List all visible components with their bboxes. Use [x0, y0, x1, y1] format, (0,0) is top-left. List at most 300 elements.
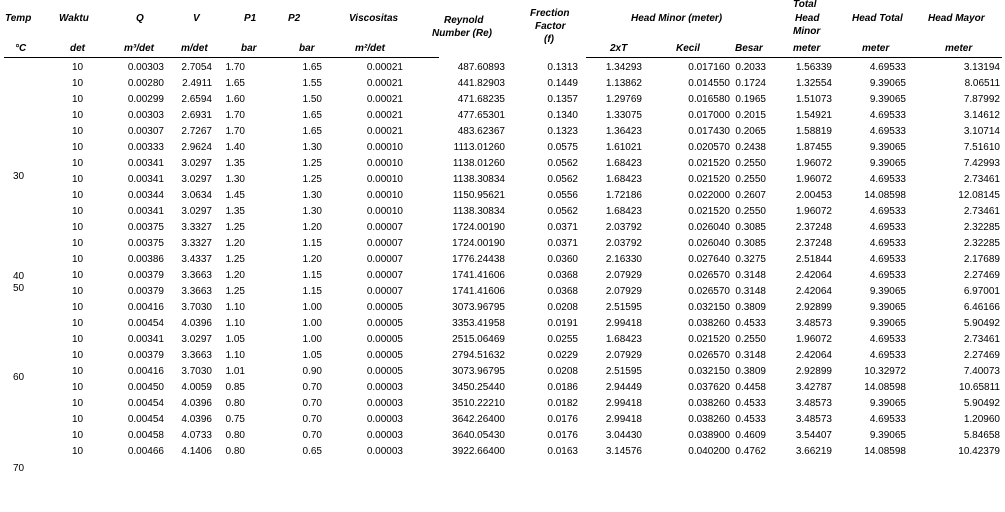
temp-group-label: 60 [13, 372, 25, 383]
cell-friction: 0.0163 [547, 445, 578, 457]
cell-p1: 1.10 [225, 349, 245, 361]
cell-viscositas: 0.00005 [366, 301, 403, 313]
cell-total-head-minor: 1.96072 [795, 333, 832, 345]
cell-total-head-minor: 2.37248 [795, 221, 832, 233]
cell-v: 2.4911 [182, 77, 212, 89]
cell-head-mayor: 7.42993 [963, 157, 1000, 169]
cell-waktu: 10 [72, 333, 84, 345]
cell-kecil: 0.021520 [688, 157, 730, 169]
cell-head-mayor: 2.73461 [963, 333, 1000, 345]
cell-kecil: 0.040200 [688, 445, 730, 457]
cell-q: 0.00379 [127, 269, 164, 281]
cell-total-head-minor: 2.92899 [795, 301, 832, 313]
cell-p1: 1.35 [225, 205, 245, 217]
unit-temp: °C [15, 43, 27, 54]
cell-head-total: 4.69533 [869, 237, 906, 249]
cell-2xt: 1.33075 [605, 109, 642, 121]
cell-kecil: 0.027640 [688, 253, 730, 265]
unit-head-mayor: meter [945, 43, 973, 54]
cell-q: 0.00341 [127, 173, 164, 185]
cell-total-head-minor: 2.92899 [795, 365, 832, 377]
cell-2xt: 2.16330 [605, 253, 642, 265]
cell-friction: 0.1357 [547, 93, 578, 105]
cell-friction: 0.0191 [547, 317, 578, 329]
cell-total-head-minor: 2.42064 [795, 349, 832, 361]
unit-total-head-minor: meter [793, 43, 821, 54]
cell-total-head-minor: 3.48573 [795, 397, 832, 409]
cell-besar: 0.4533 [735, 317, 766, 329]
cell-head-total: 4.69533 [869, 173, 906, 185]
cell-besar: 0.1965 [735, 93, 766, 105]
unit-p2: bar [299, 43, 315, 54]
cell-head-total: 9.39065 [869, 141, 906, 153]
cell-head-total: 14.08598 [864, 381, 906, 393]
cell-2xt: 1.68423 [605, 333, 642, 345]
cell-kecil: 0.026040 [688, 221, 730, 233]
cell-waktu: 10 [72, 397, 84, 409]
cell-q: 0.00341 [127, 157, 164, 169]
header-head-minor: Head Minor (meter) [631, 13, 723, 24]
cell-kecil: 0.026570 [688, 269, 730, 281]
cell-2xt: 2.03792 [605, 237, 642, 249]
cell-reynold: 2515.06469 [452, 333, 505, 345]
cell-v: 3.3327 [181, 221, 212, 233]
cell-p1: 1.45 [225, 189, 245, 201]
cell-head-mayor: 5.90492 [963, 397, 1000, 409]
cell-besar: 0.3148 [735, 349, 766, 361]
cell-viscositas: 0.00021 [366, 93, 403, 105]
cell-waktu: 10 [72, 365, 84, 377]
cell-2xt: 1.29769 [605, 93, 642, 105]
cell-p2: 1.25 [302, 173, 322, 185]
cell-v: 4.0396 [181, 413, 212, 425]
cell-2xt: 2.99418 [605, 413, 642, 425]
cell-v: 4.1406 [181, 445, 212, 457]
cell-p1: 1.70 [225, 109, 245, 121]
header-friction-line1: Frection [530, 8, 570, 19]
cell-head-total: 4.69533 [869, 253, 906, 265]
cell-q: 0.00454 [127, 317, 164, 329]
cell-p1: 0.80 [225, 429, 245, 441]
cell-viscositas: 0.00003 [366, 413, 403, 425]
cell-waktu: 10 [72, 109, 84, 121]
cell-head-total: 4.69533 [869, 125, 906, 137]
cell-v: 3.4337 [181, 253, 212, 265]
cell-head-total: 4.69533 [869, 349, 906, 361]
cell-viscositas: 0.00010 [366, 173, 403, 185]
cell-kecil: 0.017430 [688, 125, 730, 137]
cell-p1: 0.80 [225, 445, 245, 457]
cell-v: 4.0059 [181, 381, 212, 393]
cell-viscositas: 0.00007 [366, 237, 403, 249]
cell-kecil: 0.038260 [688, 413, 730, 425]
cell-head-mayor: 3.13194 [963, 61, 1000, 73]
cell-besar: 0.2607 [735, 189, 766, 201]
cell-head-mayor: 3.14612 [963, 109, 1000, 121]
cell-q: 0.00375 [127, 221, 164, 233]
cell-head-total: 10.32972 [864, 365, 906, 377]
cell-friction: 0.0176 [547, 429, 578, 441]
cell-reynold: 477.65301 [457, 109, 505, 121]
cell-besar: 0.2015 [735, 109, 766, 121]
cell-q: 0.00341 [127, 333, 164, 345]
cell-p2: 0.65 [302, 445, 322, 457]
cell-p2: 1.25 [302, 157, 322, 169]
cell-friction: 0.1313 [547, 61, 578, 73]
cell-viscositas: 0.00021 [366, 77, 403, 89]
cell-reynold: 441.82903 [457, 77, 505, 89]
cell-head-mayor: 2.73461 [963, 205, 1000, 217]
cell-reynold: 1138.30834 [452, 173, 505, 185]
unit-q: m³/det [124, 43, 154, 54]
cell-besar: 0.3085 [735, 237, 766, 249]
cell-waktu: 10 [72, 445, 84, 457]
cell-besar: 0.4533 [735, 397, 766, 409]
cell-2xt: 2.51595 [605, 365, 642, 377]
cell-head-total: 9.39065 [869, 317, 906, 329]
cell-head-total: 4.69533 [869, 221, 906, 233]
cell-viscositas: 0.00007 [366, 221, 403, 233]
cell-viscositas: 0.00021 [366, 61, 403, 73]
cell-viscositas: 0.00007 [366, 269, 403, 281]
unit-head-total: meter [862, 43, 890, 54]
cell-waktu: 10 [72, 77, 84, 89]
cell-friction: 0.0371 [547, 221, 578, 233]
cell-reynold: 1741.41606 [452, 285, 505, 297]
cell-p2: 1.30 [302, 141, 322, 153]
cell-p2: 1.65 [302, 125, 322, 137]
cell-friction: 0.1340 [547, 109, 578, 121]
cell-kecil: 0.038260 [688, 397, 730, 409]
cell-besar: 0.4762 [735, 445, 766, 457]
cell-v: 2.7054 [181, 61, 212, 73]
cell-head-total: 4.69533 [869, 205, 906, 217]
cell-q: 0.00454 [127, 413, 164, 425]
cell-total-head-minor: 1.58819 [795, 125, 832, 137]
cell-besar: 0.4458 [735, 381, 766, 393]
temp-group-label: 70 [13, 463, 25, 474]
cell-friction: 0.0556 [547, 189, 578, 201]
cell-kecil: 0.021520 [688, 205, 730, 217]
cell-reynold: 3073.96795 [452, 365, 505, 377]
cell-head-total: 4.69533 [869, 109, 906, 121]
header-underline [586, 57, 1002, 58]
header-total-head-line1: Total [793, 0, 817, 10]
cell-total-head-minor: 2.42064 [795, 285, 832, 297]
cell-besar: 0.1724 [735, 77, 766, 89]
cell-total-head-minor: 2.42064 [795, 269, 832, 281]
cell-head-total: 4.69533 [869, 333, 906, 345]
header-p2: P2 [288, 13, 301, 24]
cell-besar: 0.3085 [735, 221, 766, 233]
cell-total-head-minor: 1.87455 [795, 141, 832, 153]
cell-head-mayor: 2.27469 [963, 349, 1000, 361]
cell-head-mayor: 7.51610 [963, 141, 1000, 153]
cell-p2: 0.70 [302, 413, 322, 425]
cell-viscositas: 0.00005 [366, 317, 403, 329]
cell-waktu: 10 [72, 301, 84, 313]
cell-v: 3.7030 [181, 301, 212, 313]
header-head-total: Head Total [852, 13, 903, 24]
cell-head-mayor: 5.90492 [963, 317, 1000, 329]
cell-kecil: 0.021520 [688, 173, 730, 185]
cell-q: 0.00344 [127, 189, 164, 201]
cell-head-total: 9.39065 [869, 429, 906, 441]
cell-head-mayor: 2.32285 [963, 221, 1000, 233]
cell-q: 0.00333 [127, 141, 164, 153]
cell-v: 3.3663 [181, 285, 212, 297]
cell-viscositas: 0.00007 [366, 285, 403, 297]
cell-total-head-minor: 3.54407 [795, 429, 832, 441]
header-p1: P1 [244, 13, 257, 24]
cell-head-total: 14.08598 [864, 189, 906, 201]
cell-reynold: 1724.00190 [452, 237, 505, 249]
cell-total-head-minor: 1.51073 [795, 93, 832, 105]
cell-v: 3.3663 [181, 349, 212, 361]
cell-viscositas: 0.00010 [366, 189, 403, 201]
cell-2xt: 1.36423 [605, 125, 642, 137]
cell-friction: 0.0186 [547, 381, 578, 393]
unit-besar: Besar [735, 43, 763, 54]
cell-p2: 0.90 [302, 365, 322, 377]
cell-kecil: 0.017000 [688, 109, 730, 121]
cell-waktu: 10 [72, 61, 84, 73]
cell-reynold: 483.62367 [457, 125, 505, 137]
cell-kecil: 0.032150 [688, 301, 730, 313]
cell-total-head-minor: 2.51844 [795, 253, 832, 265]
cell-waktu: 10 [72, 253, 84, 265]
cell-p1: 0.75 [225, 413, 245, 425]
cell-q: 0.00416 [127, 301, 164, 313]
cell-p1: 1.25 [225, 253, 245, 265]
cell-q: 0.00379 [127, 349, 164, 361]
cell-total-head-minor: 3.48573 [795, 413, 832, 425]
cell-reynold: 1113.01260 [453, 141, 505, 153]
cell-p2: 1.15 [302, 237, 322, 249]
cell-kecil: 0.022000 [688, 189, 730, 201]
cell-friction: 0.0368 [547, 269, 578, 281]
cell-waktu: 10 [72, 429, 84, 441]
cell-reynold: 3640.05430 [452, 429, 505, 441]
cell-viscositas: 0.00003 [366, 429, 403, 441]
cell-p2: 1.05 [302, 349, 322, 361]
unit-kecil: Kecil [676, 43, 700, 54]
cell-v: 4.0733 [181, 429, 212, 441]
cell-waktu: 10 [72, 317, 84, 329]
cell-total-head-minor: 1.56339 [795, 61, 832, 73]
header-total-head-line2: Head [795, 13, 820, 24]
cell-2xt: 2.03792 [605, 221, 642, 233]
cell-p2: 1.00 [302, 317, 322, 329]
cell-besar: 0.2550 [735, 205, 766, 217]
cell-total-head-minor: 1.54921 [795, 109, 832, 121]
cell-p2: 0.70 [302, 397, 322, 409]
cell-kecil: 0.016580 [688, 93, 730, 105]
cell-v: 3.0634 [181, 189, 212, 201]
cell-q: 0.00375 [127, 237, 164, 249]
cell-v: 2.7267 [181, 125, 212, 137]
cell-besar: 0.3809 [735, 301, 766, 313]
cell-p1: 1.20 [225, 237, 245, 249]
cell-waktu: 10 [72, 221, 84, 233]
cell-waktu: 10 [72, 93, 84, 105]
cell-total-head-minor: 1.96072 [795, 173, 832, 185]
cell-viscositas: 0.00005 [366, 349, 403, 361]
cell-2xt: 2.07929 [605, 349, 642, 361]
cell-viscositas: 0.00003 [366, 445, 403, 457]
cell-p2: 1.55 [302, 77, 322, 89]
cell-2xt: 1.68423 [605, 205, 642, 217]
cell-head-mayor: 2.27469 [963, 269, 1000, 281]
cell-p2: 1.00 [302, 301, 322, 313]
cell-waktu: 10 [72, 237, 84, 249]
cell-reynold: 1741.41606 [452, 269, 505, 281]
cell-head-total: 9.39065 [869, 285, 906, 297]
cell-besar: 0.2033 [735, 61, 766, 73]
cell-total-head-minor: 3.66219 [795, 445, 832, 457]
cell-p2: 1.15 [302, 269, 322, 281]
cell-friction: 0.0371 [547, 237, 578, 249]
cell-head-mayor: 6.97001 [963, 285, 1000, 297]
cell-viscositas: 0.00005 [366, 365, 403, 377]
cell-v: 2.6931 [181, 109, 212, 121]
cell-total-head-minor: 1.32554 [795, 77, 832, 89]
cell-v: 4.0396 [181, 317, 212, 329]
cell-2xt: 2.99418 [605, 397, 642, 409]
cell-friction: 0.1323 [547, 125, 578, 137]
cell-total-head-minor: 2.00453 [795, 189, 832, 201]
cell-p1: 1.65 [225, 77, 245, 89]
cell-p2: 1.30 [302, 205, 322, 217]
cell-head-total: 4.69533 [869, 413, 906, 425]
cell-reynold: 3510.22210 [452, 397, 505, 409]
cell-q: 0.00454 [127, 397, 164, 409]
cell-viscositas: 0.00021 [366, 125, 403, 137]
cell-head-mayor: 6.46166 [963, 301, 1000, 313]
cell-q: 0.00416 [127, 365, 164, 377]
cell-viscositas: 0.00003 [366, 397, 403, 409]
cell-friction: 0.0208 [547, 301, 578, 313]
cell-friction: 0.0575 [547, 141, 578, 153]
temp-group-label: 30 [13, 171, 25, 182]
cell-kecil: 0.038260 [688, 317, 730, 329]
header-waktu: Waktu [59, 13, 89, 24]
unit-2xt: 2xT [610, 43, 628, 54]
cell-waktu: 10 [72, 141, 84, 153]
cell-p1: 1.40 [225, 141, 245, 153]
cell-head-mayor: 12.08145 [958, 189, 1000, 201]
cell-viscositas: 0.00010 [366, 205, 403, 217]
cell-p2: 0.70 [302, 381, 322, 393]
cell-besar: 0.2550 [735, 333, 766, 345]
cell-head-mayor: 2.32285 [963, 237, 1000, 249]
cell-waktu: 10 [72, 125, 84, 137]
cell-p2: 1.50 [302, 93, 322, 105]
cell-p1: 1.35 [225, 157, 245, 169]
cell-q: 0.00458 [127, 429, 164, 441]
cell-reynold: 1724.00190 [452, 221, 505, 233]
cell-friction: 0.0360 [547, 253, 578, 265]
unit-v: m/det [181, 43, 208, 54]
cell-head-mayor: 10.42379 [958, 445, 1000, 457]
cell-p1: 1.30 [225, 173, 245, 185]
cell-friction: 0.0208 [547, 365, 578, 377]
cell-v: 3.0297 [181, 205, 212, 217]
header-reynold-line1: Reynold [444, 15, 484, 26]
cell-kecil: 0.026040 [688, 237, 730, 249]
cell-2xt: 2.99418 [605, 317, 642, 329]
cell-q: 0.00379 [127, 285, 164, 297]
cell-2xt: 1.13862 [605, 77, 642, 89]
cell-total-head-minor: 2.37248 [795, 237, 832, 249]
cell-p1: 1.70 [225, 61, 245, 73]
cell-besar: 0.3809 [735, 365, 766, 377]
cell-besar: 0.3148 [735, 285, 766, 297]
cell-v: 2.9624 [181, 141, 212, 153]
cell-head-mayor: 2.73461 [963, 173, 1000, 185]
cell-v: 3.0297 [181, 333, 212, 345]
header-total-head-line3: Minor [793, 26, 821, 37]
cell-head-total: 9.39065 [869, 93, 906, 105]
cell-2xt: 1.68423 [605, 157, 642, 169]
cell-reynold: 2794.51632 [452, 349, 505, 361]
unit-p1: bar [241, 43, 257, 54]
cell-waktu: 10 [72, 157, 84, 169]
cell-waktu: 10 [72, 413, 84, 425]
cell-head-total: 14.08598 [864, 445, 906, 457]
header-head-mayor: Head Mayor [928, 13, 985, 24]
cell-besar: 0.2550 [735, 173, 766, 185]
cell-reynold: 3922.66400 [452, 445, 505, 457]
cell-p1: 0.85 [225, 381, 245, 393]
cell-v: 3.0297 [181, 157, 212, 169]
cell-q: 0.00303 [127, 109, 164, 121]
cell-reynold: 3642.26400 [452, 413, 505, 425]
cell-reynold: 1138.30834 [452, 205, 505, 217]
cell-total-head-minor: 3.48573 [795, 317, 832, 329]
cell-2xt: 1.34293 [605, 61, 642, 73]
cell-besar: 0.4533 [735, 413, 766, 425]
cell-total-head-minor: 1.96072 [795, 157, 832, 169]
cell-viscositas: 0.00010 [366, 157, 403, 169]
cell-head-mayor: 5.84658 [963, 429, 1000, 441]
cell-friction: 0.0562 [547, 157, 578, 169]
cell-reynold: 471.68235 [457, 93, 505, 105]
cell-2xt: 2.07929 [605, 285, 642, 297]
cell-kecil: 0.038900 [688, 429, 730, 441]
cell-p1: 1.60 [225, 93, 245, 105]
cell-kecil: 0.017160 [688, 61, 730, 73]
cell-p1: 1.10 [225, 317, 245, 329]
cell-v: 3.3663 [181, 269, 212, 281]
cell-p1: 0.80 [225, 397, 245, 409]
cell-friction: 0.0182 [547, 397, 578, 409]
cell-kecil: 0.037620 [688, 381, 730, 393]
cell-besar: 0.2438 [735, 141, 766, 153]
cell-friction: 0.0176 [547, 413, 578, 425]
cell-reynold: 1150.95621 [452, 189, 505, 201]
cell-viscositas: 0.00007 [366, 253, 403, 265]
cell-v: 3.3327 [181, 237, 212, 249]
cell-waktu: 10 [72, 269, 84, 281]
cell-2xt: 3.04430 [605, 429, 642, 441]
cell-p1: 1.05 [225, 333, 245, 345]
cell-p1: 1.25 [225, 221, 245, 233]
cell-head-total: 9.39065 [869, 397, 906, 409]
header-friction-line3: (f) [544, 34, 554, 45]
cell-viscositas: 0.00003 [366, 381, 403, 393]
cell-waktu: 10 [72, 381, 84, 393]
